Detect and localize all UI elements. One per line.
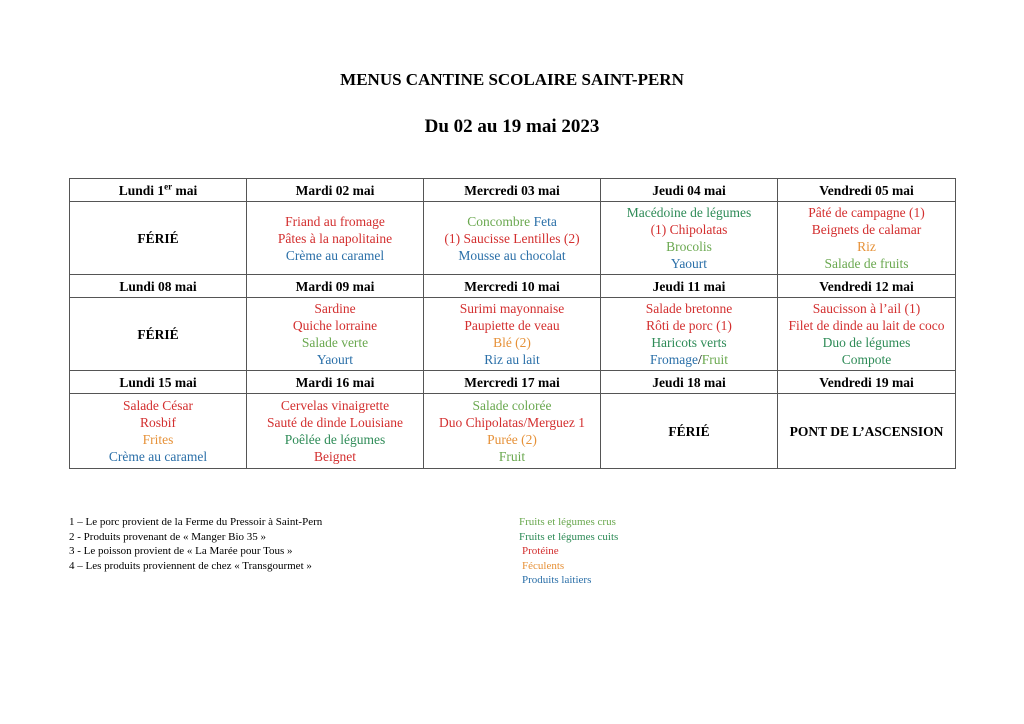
dish-line	[426, 334, 598, 351]
dish-line	[249, 448, 421, 465]
dish-line	[249, 351, 421, 368]
dish-text: Beignets de calamar	[811, 222, 922, 237]
dish-line	[603, 300, 775, 317]
dish-line	[249, 247, 421, 264]
dish-text: Surimi mayonnaise	[459, 301, 565, 316]
dish-text: Duo Chipolatas/Merguez 1	[439, 415, 585, 430]
holiday-label: FÉRIÉ	[668, 423, 710, 439]
dish-text: Salade bretonne	[645, 301, 733, 316]
dish-text: Sauté de dinde Louisiane	[266, 415, 404, 430]
dish-line	[780, 255, 953, 272]
dish-text: Friand au fromage	[285, 213, 385, 229]
dish-text: Saucisson à l’ail (1)	[812, 301, 921, 316]
day-label: Lundi 1	[118, 182, 165, 198]
dish-line	[426, 431, 598, 448]
footnote: 4 – Les produits proviennent de chez « Transgourmet »	[69, 559, 312, 572]
dish-text: Salade colorée	[472, 398, 552, 413]
day-label-superscript: er	[164, 181, 173, 191]
dish-line	[780, 300, 953, 317]
day-label: Mercredi 03 mai	[464, 182, 560, 198]
dish-text: Feta	[533, 213, 557, 229]
day-header-row	[70, 179, 956, 202]
dish-text: Salade verte	[301, 335, 369, 350]
dish-line	[426, 414, 598, 431]
day-label: Lundi 08 mai	[119, 278, 197, 294]
dish-line	[603, 317, 775, 334]
day-header	[247, 275, 424, 298]
dish-text: Crème au caramel	[108, 449, 208, 464]
dish-text: Fromage	[649, 352, 698, 367]
dish-text: Cervelas vinaigrette	[280, 398, 390, 413]
dish-line	[426, 317, 598, 334]
color-legend	[519, 515, 739, 588]
day-header	[424, 371, 601, 394]
menu-cell	[70, 298, 247, 371]
dish-line	[603, 255, 775, 272]
dish-line	[426, 448, 598, 465]
day-label: Vendredi 05 mai	[819, 182, 914, 198]
dish-text: Mousse au chocolat	[458, 247, 566, 263]
menu-cell	[778, 298, 956, 371]
dish-text: Compote	[841, 352, 892, 367]
dish-line	[603, 221, 775, 238]
dish-line	[249, 230, 421, 247]
dish-line	[72, 414, 244, 431]
dish-line	[780, 238, 953, 255]
day-label: Mercredi 10 mai	[464, 278, 560, 294]
holiday-label: FÉRIÉ	[137, 326, 179, 342]
dish-line	[780, 334, 953, 351]
footnote: 2 - Produits provenant de « Manger Bio 35 »	[69, 530, 267, 543]
dish-line	[249, 414, 421, 431]
dish-text: Riz au lait	[484, 352, 540, 367]
dish-text: Riz	[857, 239, 876, 254]
menu-cell	[424, 298, 601, 371]
day-header	[778, 275, 956, 298]
dish-text: Crème au caramel	[285, 247, 385, 263]
footnote: 3 - Le poisson provient de « La Marée pour Tous »	[69, 545, 293, 557]
dish-line	[426, 213, 598, 230]
day-label: Vendredi 19 mai	[819, 374, 914, 390]
day-header	[778, 371, 956, 394]
dish-line	[72, 448, 244, 465]
day-label: Mardi 09 mai	[295, 278, 375, 294]
dish-text: /	[697, 352, 702, 367]
dish-text: Pâté de campagne (1)	[808, 205, 925, 220]
day-label: Mercredi 17 mai	[464, 374, 560, 390]
menu-row	[70, 202, 956, 275]
menu-cell	[424, 394, 601, 469]
dish-line	[249, 334, 421, 351]
dish-line	[426, 230, 598, 247]
day-header-row	[70, 371, 956, 394]
dish-line	[780, 221, 953, 238]
footnotes	[69, 515, 489, 573]
menu-cell	[70, 202, 247, 275]
dish-text: Yaourt	[316, 352, 354, 367]
day-label: Vendredi 12 mai	[819, 278, 914, 294]
page-title: MENUS CANTINE SCOLAIRE SAINT-PERN	[340, 70, 684, 89]
dish-text: Salade de fruits	[824, 256, 909, 271]
dish-line	[426, 397, 598, 414]
dish-line	[249, 397, 421, 414]
menu-cell	[601, 298, 778, 371]
menu-table	[69, 178, 956, 469]
dish-text: Fruit	[498, 449, 526, 464]
day-label: Mardi 16 mai	[295, 374, 375, 390]
day-label-suffix: mai	[172, 182, 198, 198]
dish-line	[780, 204, 953, 221]
dish-text: Rosbif	[139, 415, 176, 430]
dish-text: Haricots verts	[651, 335, 727, 350]
day-label: Jeudi 11 mai	[652, 278, 726, 294]
menu-cell	[778, 202, 956, 275]
dish-line	[426, 300, 598, 317]
dish-text: Poêlée de légumes	[284, 432, 386, 447]
day-header	[601, 371, 778, 394]
dish-text: Rôti de porc (1)	[646, 318, 732, 333]
menu-cell	[247, 394, 424, 469]
menu-row	[70, 298, 956, 371]
day-header	[601, 275, 778, 298]
day-header	[424, 275, 601, 298]
menu-cell	[778, 394, 956, 469]
day-label: Lundi 15 mai	[119, 374, 197, 390]
day-header	[247, 371, 424, 394]
day-header	[601, 179, 778, 202]
dish-line	[72, 397, 244, 414]
day-header	[778, 179, 956, 202]
legend-item-cooked: Fruits et légumes cuits	[519, 530, 619, 543]
dish-text: Purée (2)	[487, 432, 537, 447]
date-range-subtitle: Du 02 au 19 mai 2023	[424, 116, 600, 137]
dish-text: Brocolis	[666, 239, 712, 254]
dish-text: Concombre	[467, 213, 534, 229]
dish-line	[249, 431, 421, 448]
day-header	[247, 179, 424, 202]
dish-text: Yaourt	[670, 256, 708, 271]
dish-line	[603, 238, 775, 255]
dish-text: Pâtes à la napolitaine	[277, 230, 393, 246]
menu-row	[70, 394, 956, 469]
dish-text: Quiche lorraine	[292, 318, 378, 333]
dish-text: Salade César	[122, 398, 194, 413]
dish-text: Macédoine de légumes	[626, 205, 752, 220]
dish-text: (1) Chipolatas	[650, 222, 728, 237]
dish-text: Filet de dinde au lait de coco	[788, 318, 945, 333]
day-header	[70, 275, 247, 298]
dish-text: Duo de légumes	[822, 335, 911, 350]
holiday-label: FÉRIÉ	[137, 230, 179, 246]
dish-line	[249, 317, 421, 334]
dish-line	[249, 213, 421, 230]
dish-text: Blé (2)	[493, 335, 531, 350]
day-label: Jeudi 18 mai	[652, 374, 726, 390]
dish-line	[780, 317, 953, 334]
dish-line	[249, 300, 421, 317]
dish-text: Beignet	[314, 449, 356, 464]
dish-line	[426, 247, 598, 264]
legend-item-protein: Protéine	[522, 545, 559, 557]
holiday-label: PONT DE L’ASCENSION	[789, 423, 944, 439]
day-header	[70, 179, 247, 202]
day-header	[424, 179, 601, 202]
dish-line	[780, 351, 953, 368]
dish-text: Fruit	[701, 352, 729, 367]
menu-cell	[424, 202, 601, 275]
dish-line	[603, 334, 775, 351]
dish-line	[426, 351, 598, 368]
dish-line	[72, 431, 244, 448]
day-label: Mardi 02 mai	[295, 182, 375, 198]
dish-line	[603, 351, 775, 368]
menu-cell	[247, 298, 424, 371]
menu-cell	[601, 394, 778, 469]
dish-line	[603, 204, 775, 221]
footnote: 1 – Le porc provient de la Ferme du Pressoir à Saint-Pern	[69, 516, 323, 528]
dish-text: (1) Saucisse Lentilles (2)	[444, 230, 580, 246]
day-header-row	[70, 275, 956, 298]
dish-text: Paupiette de veau	[464, 318, 560, 333]
day-header	[70, 371, 247, 394]
day-label: Jeudi 04 mai	[652, 182, 726, 198]
legend-item-starch: Féculents	[522, 559, 565, 572]
dish-text: Sardine	[314, 301, 356, 316]
menu-cell	[247, 202, 424, 275]
menu-cell	[70, 394, 247, 469]
menu-cell	[601, 202, 778, 275]
legend-item-raw: Fruits et légumes crus	[519, 516, 616, 528]
legend-item-dairy: Produits laitiers	[522, 574, 592, 586]
dish-text: Frites	[142, 432, 174, 447]
